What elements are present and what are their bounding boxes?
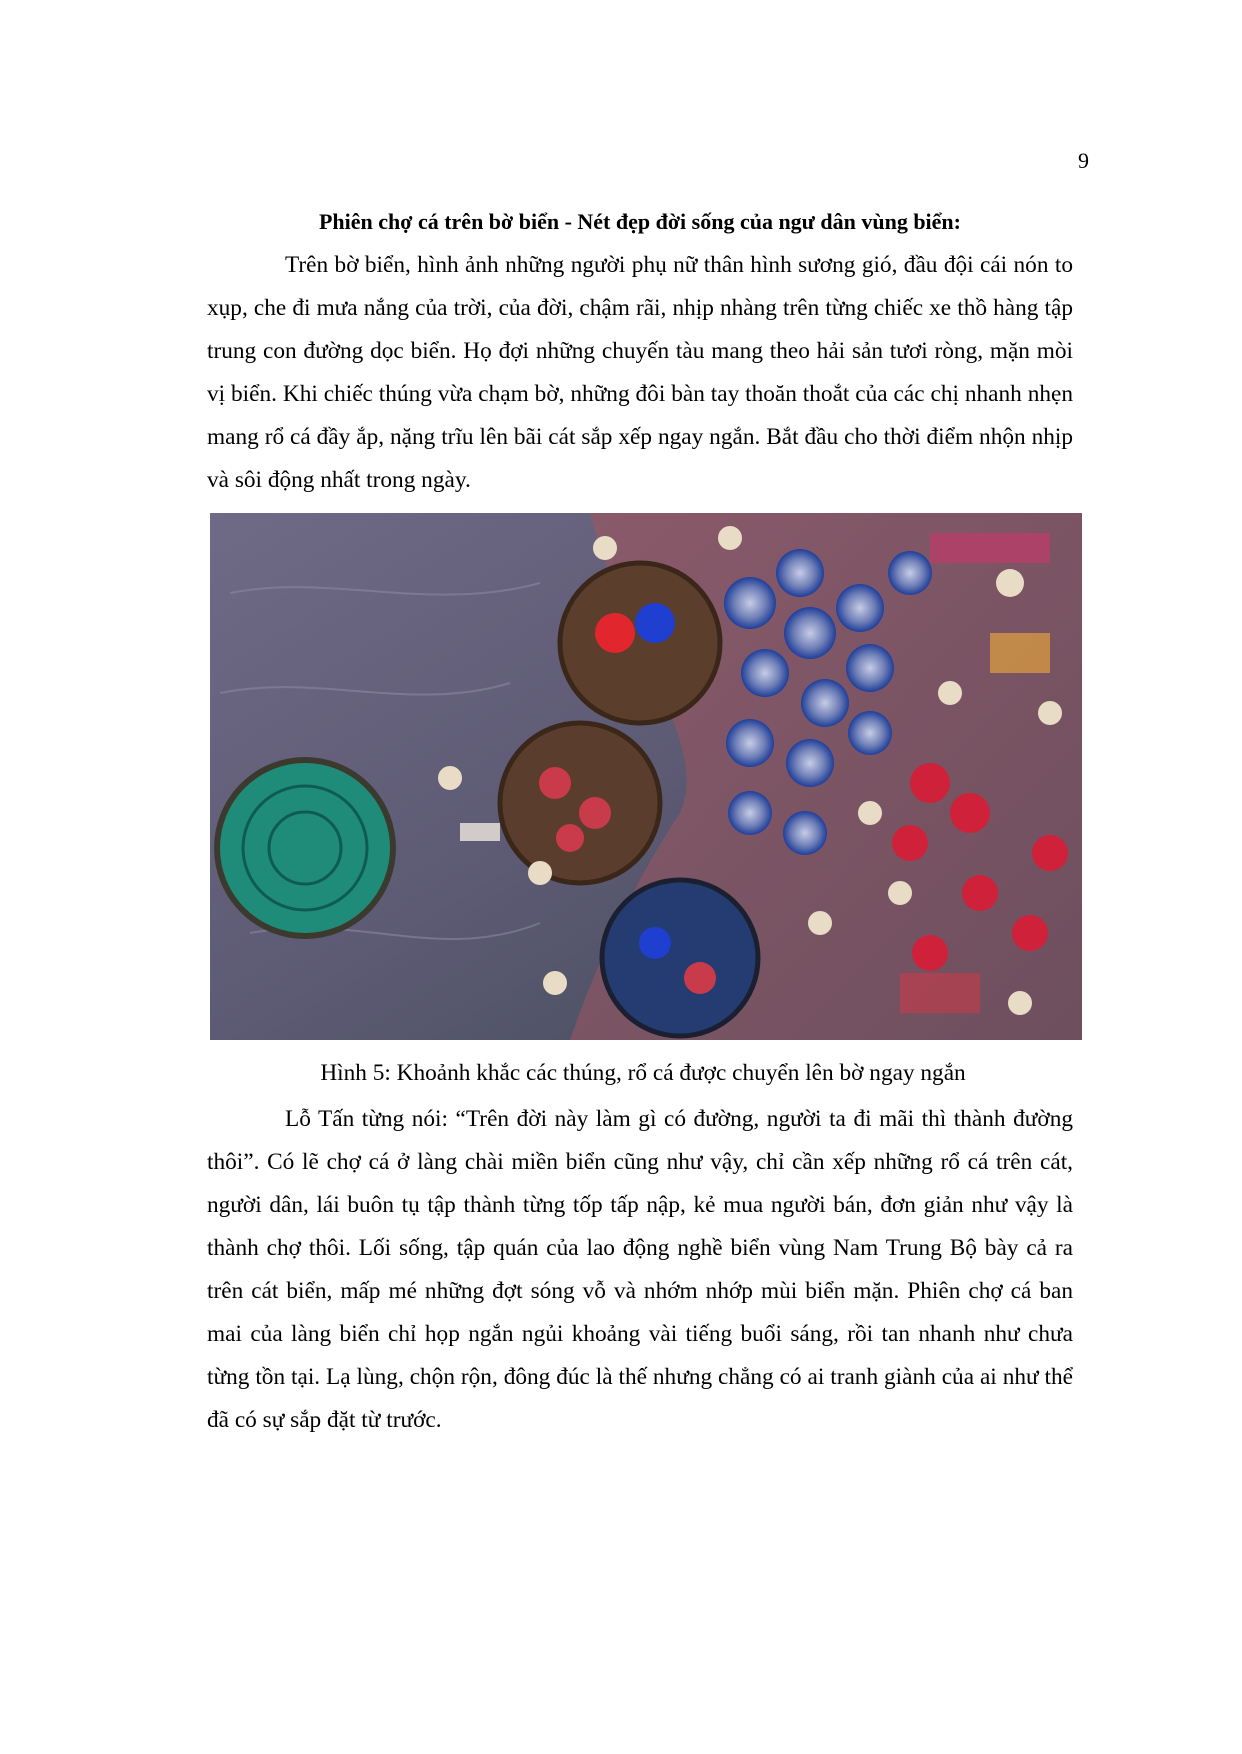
coracle-top	[560, 563, 720, 723]
figure-caption: Hình 5: Khoảnh khắc các thúng, rổ cá được chuyển lên bờ ngay ngắn	[320, 1060, 966, 1086]
fish-market-photo	[210, 513, 1082, 1040]
coracle-bottom	[602, 880, 758, 1036]
section-heading: Phiên chợ cá trên bờ biển - Nét đẹp đời sống của ngư dân vùng biển:	[318, 209, 961, 234]
coracle-green	[217, 760, 393, 936]
page-number: 9	[1078, 148, 1089, 173]
coracle-middle	[500, 723, 660, 883]
paragraph-lu-xun: Lỗ Tấn từng nói: “Trên đời này làm gì có đường, người ta đi mãi thì thành đường thôi”. Có lẽ chợ cá ở làng chài miền biển cũng như vậy, chỉ cần xếp những rổ cá trên cát, người dân, lái buôn tụ tập thành từng tốp tấp nập, kẻ mua người bán, đơn giản như vậy là thành chợ thôi. Lối sống, tập quán của lao động nghề biển vùng Nam Trung Bộ bày cả ra trên cát biển, mấp mé những đợt sóng vỗ và nhớm nhớp mùi biển mặn. Phiên chợ cá ban mai của làng biển chỉ họp ngắn ngủi khoảng vài tiếng buổi sáng, rồi tan nhanh như chưa từng tồn tại. Lạ lùng, chộn rộn, đông đúc là thế nhưng chẳng có ai tranh giành của ai như thể đã có sự sắp đặt từ trước.	[207, 1106, 1073, 1433]
paragraph-intro: Trên bờ biển, hình ảnh những người phụ nữ thân hình sương gió, đầu đội cái nón to xụp, che đi mưa nắng của trời, của đời, chậm rãi, nhịp nhàng trên từng chiếc xe thồ hàng tập trung con đường dọc biển. Họ đợi những chuyến tàu mang theo hải sản tươi ròng, mặn mòi vị biển. Khi chiếc thúng vừa chạm bờ, những đôi bàn tay thoăn thoắt của các chị nhanh nhẹn mang rổ cá đầy ắp, nặng trĩu lên bãi cát sắp xếp ngay ngắn. Bắt đầu cho thời điểm nhộn nhịp và sôi động nhất trong ngày.	[207, 252, 1073, 493]
